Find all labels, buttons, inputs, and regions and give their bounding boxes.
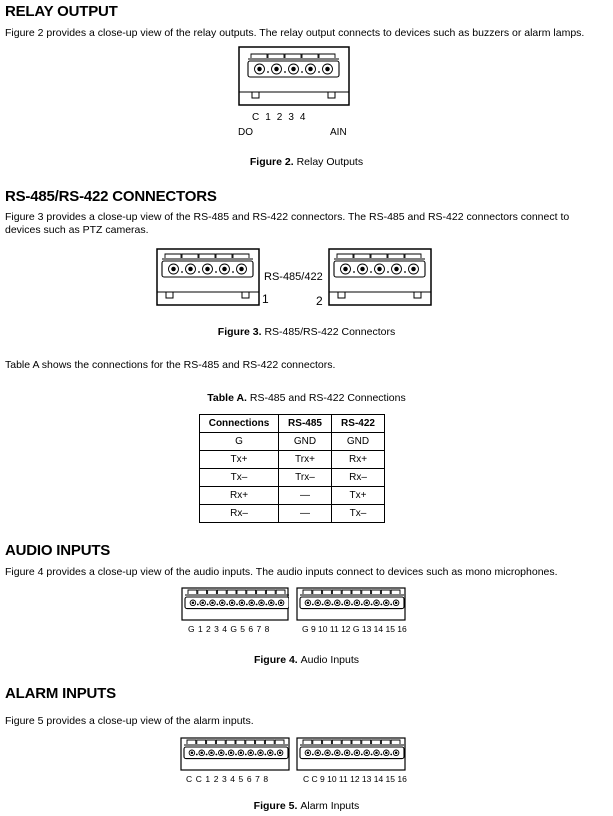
figure-2-number: Figure 2.: [249, 156, 294, 168]
table-cell: Tx–: [200, 469, 279, 487]
table-header-row: [200, 415, 385, 433]
table-a-intro: Table A shows the connections for the RS-485 and RS-422 connectors.: [5, 359, 336, 371]
table-row: [200, 451, 385, 469]
relay-pin-1: 1: [265, 112, 277, 123]
table-header-connections: Connections: [200, 415, 279, 433]
relay-label-ain: AIN: [330, 127, 347, 138]
figure-4-text: Audio Inputs: [300, 654, 360, 666]
relay-connector-figure: [238, 46, 350, 108]
table-row: [200, 487, 385, 505]
table-row: [200, 433, 385, 451]
table-cell: Tx+: [332, 487, 385, 505]
table-a-number: Table A.: [207, 392, 247, 404]
table-cell: Tx+: [200, 451, 279, 469]
table-cell: Tx–: [332, 505, 385, 523]
alarm-pin-labels-left: C C 1 2 3 4 5 6 7 8: [186, 774, 269, 784]
audio-connector-right-figure: [296, 587, 406, 621]
table-cell: Rx–: [200, 505, 279, 523]
table-cell: Trx–: [279, 469, 332, 487]
connections-table: [199, 414, 385, 523]
audio-intro: Figure 4 provides a close-up view of the audio inputs. The audio inputs connect to devices such as mono microphones.: [5, 566, 558, 578]
figure-5-caption: [0, 800, 613, 812]
table-cell: Trx+: [279, 451, 332, 469]
alarm-connector-left-figure: [180, 737, 290, 771]
figure-3-caption: [0, 326, 613, 338]
table-header-rs422: RS-422: [332, 415, 385, 433]
table-row: [200, 505, 385, 523]
audio-connector-left-figure: [181, 587, 289, 621]
rs485-connector-2-figure: [328, 248, 432, 306]
heading-rs485: RS-485/RS-422 CONNECTORS: [5, 188, 217, 205]
figure-4-number: Figure 4.: [253, 654, 298, 666]
heading-audio-inputs: AUDIO INPUTS: [5, 542, 111, 559]
alarm-connector-right-figure: [296, 737, 406, 771]
table-cell: GND: [279, 433, 332, 451]
relay-intro: Figure 2 provides a close-up view of the relay outputs. The relay output connects to devices such as buzzers or alarm lamps.: [5, 27, 585, 39]
relay-pin-4: 4: [299, 112, 312, 123]
table-cell: Rx+: [200, 487, 279, 505]
alarm-intro: Figure 5 provides a close-up view of the alarm inputs.: [5, 715, 254, 727]
rs485-intro: Figure 3 provides a close-up view of the RS-485 and RS-422 connectors. The RS-485 and RS-422 connectors connect to devices such as PTZ cameras.: [5, 211, 570, 236]
alarm-pin-labels-right: C C 9 10 11 12 13 14 15 16: [303, 774, 407, 784]
table-cell: G: [200, 433, 279, 451]
relay-label-do: DO: [238, 127, 253, 138]
relay-pin-labels: [252, 112, 311, 123]
heading-relay-output: RELAY OUTPUT: [5, 3, 118, 20]
audio-pin-labels-left: G 1 2 3 4 G 5 6 7 8: [188, 624, 270, 634]
rs485-center-label: RS-485/422: [264, 271, 323, 283]
relay-pin-3: 3: [288, 112, 300, 123]
figure-3-text: RS-485/RS-422 Connectors: [264, 326, 396, 338]
figure-3-number: Figure 3.: [217, 326, 262, 338]
figure-4-caption: [0, 654, 613, 666]
table-header-rs485: RS-485: [279, 415, 332, 433]
rs485-connector-1-figure: [156, 248, 260, 306]
table-cell: GND: [332, 433, 385, 451]
table-cell: Rx–: [332, 469, 385, 487]
rs485-label-1: 1: [262, 292, 269, 306]
table-cell: —: [279, 487, 332, 505]
table-a-title: [0, 392, 613, 404]
table-a-text: RS-485 and RS-422 Connections: [249, 392, 406, 404]
figure-5-number: Figure 5.: [253, 800, 298, 812]
figure-2-text: Relay Outputs: [296, 156, 364, 168]
table-cell: Rx+: [332, 451, 385, 469]
rs485-label-2: 2: [316, 294, 323, 308]
audio-pin-labels-right: G 9 10 11 12 G 13 14 15 16: [302, 624, 407, 634]
figure-5-text: Alarm Inputs: [300, 800, 360, 812]
table-row: [200, 469, 385, 487]
heading-alarm-inputs: ALARM INPUTS: [5, 685, 116, 702]
relay-pin-2: 2: [276, 112, 289, 123]
table-cell: —: [279, 505, 332, 523]
relay-pin-c: C: [252, 112, 266, 123]
figure-2-caption: [0, 156, 613, 168]
